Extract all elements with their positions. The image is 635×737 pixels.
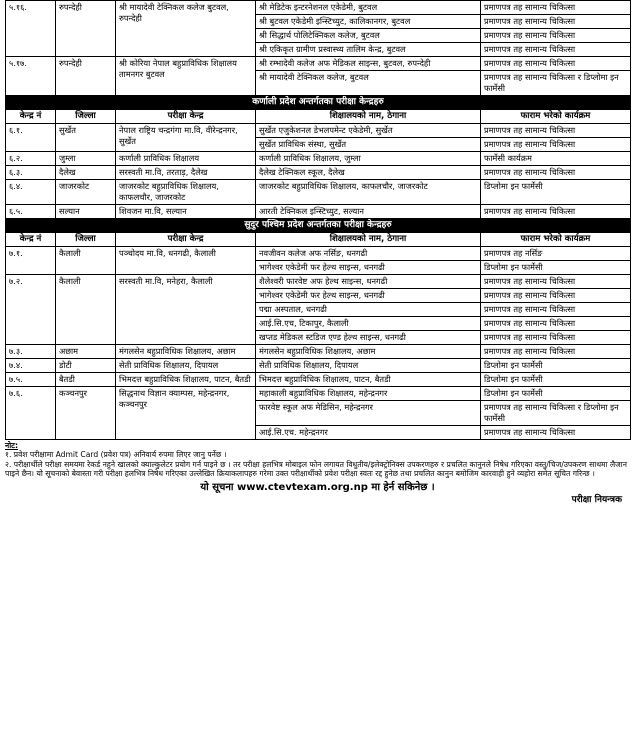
table-row: [6, 1, 631, 15]
program-cell: प्रमाणपत्र तह सामान्य चिकित्सा: [481, 138, 631, 152]
program-cell: प्रमाणपत्र तह सामान्य चिकित्सा: [481, 166, 631, 180]
exam-centre-cell: श्री मायादेवी टेक्निकल कलेज बुटवल, रुपन्देही: [116, 1, 256, 57]
sudur-header-row: [6, 233, 631, 247]
table-row: [6, 359, 631, 373]
program-cell: प्रमाणपत्र तह सामान्य चिकित्सा: [481, 289, 631, 303]
school-cell: श्री रम्भादेवी कलेज अफ मेडिकल साइन्स, बुटवल, रुपन्देही: [256, 57, 481, 71]
exam-centre-cell: पञ्चोदय मा.वि, धनगढी, कैलाली: [116, 247, 256, 275]
centre-number: ७.४.: [6, 359, 56, 373]
district-cell: कैलाली: [56, 247, 116, 275]
school-cell: श्री सिद्धार्थ पोलिटेक्निकल कलेज, बुटवल: [256, 29, 481, 43]
school-cell: सुर्खेत प्राविधिक संस्था, सुर्खेत: [256, 138, 481, 152]
exam-centre-cell: कर्णाली प्राविधिक शिक्षालय: [116, 152, 256, 166]
col-header-kendra-no: केन्द्र नं: [6, 110, 56, 124]
col-header-district: जिल्ला: [56, 110, 116, 124]
exam-centre-table: [5, 0, 631, 440]
table-row: [6, 373, 631, 387]
district-cell: डोटी: [56, 359, 116, 373]
exam-centre-cell: सरस्वती मा.वि, मनेहरा, कैलाली: [116, 275, 256, 345]
district-cell: अछाम: [56, 345, 116, 359]
program-cell: प्रमाणपत्र तह सामान्य चिकित्सा: [481, 303, 631, 317]
district-cell: बैतडी: [56, 373, 116, 387]
district-cell: जुम्ला: [56, 152, 116, 166]
school-cell: श्री एकिकृत ग्रामीण प्रस्वास्थ्य तालिम केन्द्र, बुटवल: [256, 43, 481, 57]
program-cell: प्रमाणपत्र तह नर्सिङ: [481, 247, 631, 261]
program-cell: प्रमाणपत्र तह सामान्य चिकित्सा: [481, 275, 631, 289]
website-line: यो सूचना www.ctevtexam.org.np मा हेर्न सकिनेछ ।: [200, 481, 435, 493]
note-item-1: १. प्रवेश परीक्षामा Admit Card (प्रवेश पत्र) अनिवार्य रुपमा लिएर जानु पर्नेछ ।: [5, 450, 227, 460]
program-cell: प्रमाणपत्र तह सामान्य चिकित्सा: [481, 331, 631, 345]
table-row: [6, 57, 631, 71]
school-cell: शैलेश्वरी फारवेष्ट अफ हेल्थ साइन्स, धनगढी: [256, 275, 481, 289]
school-cell: खप्तड मेडिकल स्टडिज एण्ड हेल्थ साइन्स, धनगढी: [256, 331, 481, 345]
program-cell: प्रमाणपत्र तह सामान्य चिकित्सा: [481, 205, 631, 219]
program-cell: प्रमाणपत्र तह सामान्य चिकित्सा: [481, 345, 631, 359]
school-cell: आई.सि.एच, टिकापुर, कैलाली: [256, 317, 481, 331]
col-header-kendra-no: केन्द्र नं: [6, 233, 56, 247]
program-cell: प्रमाणपत्र तह सामान्य चिकित्सा: [481, 57, 631, 71]
district-cell: सुर्खेत: [56, 124, 116, 152]
centre-number: ६.४.: [6, 180, 56, 205]
col-header-school: शिक्षालयको नाम, ठेगाना: [256, 233, 481, 247]
exam-centre-cell: मंगलसेन बहुप्राविधिक शिक्षालय, अछाम: [116, 345, 256, 359]
exam-centre-cell: नेपाल राष्ट्रिय चन्द्रगंगा मा.वि, वीरेन्द्रनगर, सुर्खेत: [116, 124, 256, 152]
school-cell: भागेश्वर एकेडेमी फर हेल्थ साइन्स, धनगढी: [256, 289, 481, 303]
school-cell: भिमदत्त बहुप्राविधिक शिक्षालय, पाटन, बैतडी: [256, 373, 481, 387]
karnali-section: [6, 96, 631, 124]
exam-centre-cell: श्री कोरिया नेपाल बहुप्राविधिक शिक्षालय तामनगर बुटवल: [116, 57, 256, 96]
school-cell: श्री मायादेवी टेक्निकल कलेज, बुटवल: [256, 71, 481, 96]
program-cell: प्रमाणपत्र तह सामान्य चिकित्सा र डिप्लोमा इन फार्मेसी: [481, 401, 631, 426]
program-cell: डिप्लोमा इन फार्मेसी: [481, 261, 631, 275]
col-header-centre: परीक्षा केन्द्र: [116, 110, 256, 124]
school-cell: कर्णाली प्राविधिक शिक्षालय, जुम्ला: [256, 152, 481, 166]
col-header-district: जिल्ला: [56, 233, 116, 247]
school-cell: जाजरकोट बहुप्राविधिक शिक्षालय, काफलचौर, जाजरकोट: [256, 180, 481, 205]
exam-centre-cell: भिमदत्त बहुप्राविधिक शिक्षालय, पाटन, बैतडी: [116, 373, 256, 387]
col-header-centre: परीक्षा केन्द्र: [116, 233, 256, 247]
karnali-header-row: [6, 110, 631, 124]
table-row: [6, 247, 631, 261]
table-row: [6, 275, 631, 289]
centre-number: ५.१६.: [6, 1, 56, 57]
school-cell: आई.सि.एच. महेन्द्रनगर: [256, 426, 481, 440]
school-cell: श्री बुटवल एकेडेमी इन्स्टिच्युट, कालिकानगर, बुटवल: [256, 15, 481, 29]
program-cell: प्रमाणपत्र तह सामान्य चिकित्सा: [481, 1, 631, 15]
table-row: [6, 124, 631, 138]
program-cell: फार्मेसी कार्यक्रम: [481, 152, 631, 166]
program-cell: प्रमाणपत्र तह सामान्य चिकित्सा: [481, 317, 631, 331]
exam-centre-cell: शिवजन मा.वि, सल्यान: [116, 205, 256, 219]
centre-number: ६.३.: [6, 166, 56, 180]
school-cell: दैलेख टेक्निकल स्कूल, दैलेख: [256, 166, 481, 180]
program-cell: प्रमाणपत्र तह सामान्य चिकित्सा: [481, 43, 631, 57]
col-header-school: शिक्षालयको नाम, ठेगाना: [256, 110, 481, 124]
program-cell: प्रमाणपत्र तह सामान्य चिकित्सा: [481, 124, 631, 138]
district-cell: जाजरकोट: [56, 180, 116, 205]
exam-centre-cell: सेती प्राविधिक शिक्षालय, दिपायल: [116, 359, 256, 373]
table-row: [6, 166, 631, 180]
program-cell: डिप्लोमा इन फार्मेसी: [481, 387, 631, 401]
program-cell: प्रमाणपत्र तह सामान्य चिकित्सा: [481, 29, 631, 43]
centre-number: ७.२.: [6, 275, 56, 345]
karnali-rows-body: [6, 124, 631, 219]
table-row: [6, 205, 631, 219]
centre-number: ७.६.: [6, 387, 56, 440]
program-cell: प्रमाणपत्र तह सामान्य चिकित्सा र डिप्लोमा इन फार्मेसी: [481, 71, 631, 96]
sudur-section-title: सुदुर पश्चिम प्रदेश अन्तर्गतका परीक्षा केन्द्रहरु: [6, 219, 631, 233]
school-cell: नवजीवन कलेज अफ नर्सिङ, धनगढी: [256, 247, 481, 261]
sudur-section: [6, 219, 631, 247]
program-cell: प्रमाणपत्र तह सामान्य चिकित्सा: [481, 426, 631, 440]
centre-number: ७.३.: [6, 345, 56, 359]
centre-number: ६.१.: [6, 124, 56, 152]
program-cell: डिप्लोमा इन फार्मेसी: [481, 359, 631, 373]
col-header-program: फाराम भरेको कार्यक्रम: [481, 233, 631, 247]
table-row: [6, 152, 631, 166]
karnali-section-title: कर्णाली प्रदेश अन्तर्गतका परीक्षा केन्द्रहरु: [6, 96, 631, 110]
notes-title: नोट:: [5, 441, 19, 450]
note-item-2: २. परीक्षार्थीले परीक्षा समयमा रेकर्ड नहुने खालको क्याल्कुलेटर प्रयोग गर्न पाइने छ । तर परीक्षा हलभित्र मोबाइल फोन लगायत विधुतीय/इलेक्ट्रोनिक्स उपकरणहरु र प्रचलित कानुनले निषेध गरिएका वस्तु/चिज/उपकरण साथमा लैजान पाइने छैन। यो सूचनाको बेवास्ता गरी परीक्षा हलभित्र निषेध गरिएका उल्लेखित क्रियाकलापहरु गरेमा उक्त परीक्षार्थीको प्रवेश परीक्षा स्वतः रद्द हुनेछ तथा प्रचलित कानुन बमोजिम कारवाही हुने व्यहोरा समेत सूचित गरिन्छ ।: [5, 459, 627, 479]
school-cell: फारवेष्ट स्कूल अफ मेडिसिन, महेन्द्रनगर: [256, 401, 481, 426]
district-cell: कैलाली: [56, 275, 116, 345]
exam-centre-cell: सरस्वती मा.वि, तरताड़, दैलेख: [116, 166, 256, 180]
district-cell: कञ्चनपुर: [56, 387, 116, 440]
exam-centre-cell: जाजरकोट बहुप्राविधिक शिक्षालय, काफलचौर, जाजरकोट: [116, 180, 256, 205]
school-cell: श्री मेडिटेक इन्टरनेशनल एकेडेमी, बुटवल: [256, 1, 481, 15]
notes-block: [5, 441, 630, 505]
school-cell: सेती प्राविधिक शिक्षालय, दिपायल: [256, 359, 481, 373]
table-row: [6, 180, 631, 205]
school-cell: महाकाली बहुप्राविधिक शिक्षालय, महेन्द्रनगर: [256, 387, 481, 401]
table-row: [6, 345, 631, 359]
centre-number: ६.२.: [6, 152, 56, 166]
col-header-program: फाराम भरेको कार्यक्रम: [481, 110, 631, 124]
top-rows-body: [6, 1, 631, 96]
centre-number: ५.१७.: [6, 57, 56, 96]
school-cell: मंगलसेन बहुप्राविधिक शिक्षालय, अछाम: [256, 345, 481, 359]
exam-centre-cell: सिद्धनाथ विज्ञान क्याम्पस, महेन्द्रनगर, कञ्चनपुर: [116, 387, 256, 440]
school-cell: पद्मा अस्पताल, धनगढी: [256, 303, 481, 317]
program-cell: डिप्लोमा इन फार्मेसी: [481, 180, 631, 205]
centre-number: ७.१.: [6, 247, 56, 275]
school-cell: भागेश्वर एकेडेमी फर हेल्थ साइन्स, धनगढी: [256, 261, 481, 275]
program-cell: डिप्लोमा इन फार्मेसी: [481, 373, 631, 387]
school-cell: सुर्खेत एजुकेशनल डेभलपमेन्ट एकेडेमी, सुर्खेत: [256, 124, 481, 138]
school-cell: आरती टेक्निकल इन्स्टिच्युट, सल्यान: [256, 205, 481, 219]
program-cell: प्रमाणपत्र तह सामान्य चिकित्सा: [481, 15, 631, 29]
table-row: [6, 387, 631, 401]
district-cell: दैलेख: [56, 166, 116, 180]
centre-number: ६.५.: [6, 205, 56, 219]
signature-title: परीक्षा नियन्त्रक: [571, 495, 622, 506]
centre-number: ७.५.: [6, 373, 56, 387]
district-cell: रुपन्देही: [56, 57, 116, 96]
sudur-rows-body: [6, 247, 631, 440]
district-cell: सल्यान: [56, 205, 116, 219]
district-cell: रुपन्देही: [56, 1, 116, 57]
